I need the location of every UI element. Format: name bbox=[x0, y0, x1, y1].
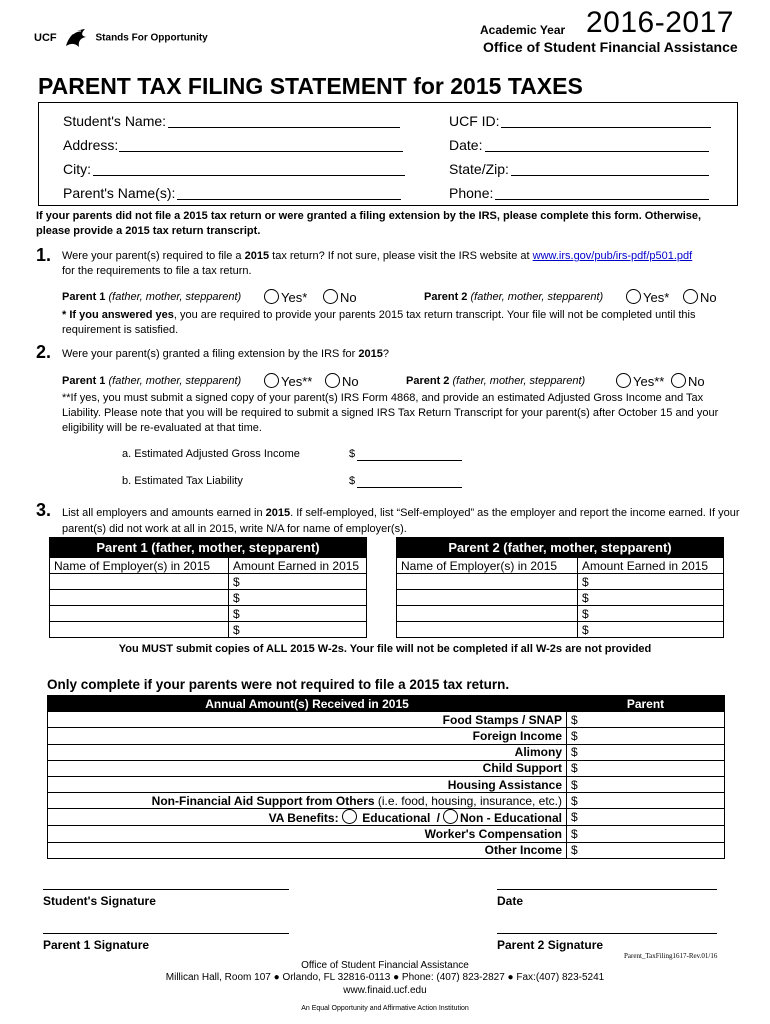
table-row bbox=[50, 590, 367, 606]
parent1-employers-table bbox=[49, 537, 367, 638]
q1-parent2 bbox=[424, 291, 603, 303]
p2-employer-cell[interactable] bbox=[397, 574, 578, 590]
footer-website[interactable]: www.finaid.ucf.edu bbox=[343, 985, 427, 996]
food-stamps-label: Food Stamps / SNAP bbox=[48, 712, 567, 728]
table-row bbox=[397, 622, 724, 638]
office-name: Office of Student Financial Assistance bbox=[483, 39, 738, 55]
p2-amount-cell[interactable]: $ bbox=[578, 574, 724, 590]
alimony-amount[interactable]: $ bbox=[567, 744, 725, 760]
parent2-signature-line[interactable] bbox=[497, 933, 717, 934]
q1-p2-no-radio[interactable] bbox=[683, 289, 698, 304]
housing-assistance-label: Housing Assistance bbox=[48, 776, 567, 792]
q2-text-b: ? bbox=[382, 348, 389, 360]
q2-p2-no[interactable] bbox=[671, 373, 705, 389]
p2-amount-cell[interactable]: $ bbox=[578, 590, 724, 606]
q2-year: 2015 bbox=[358, 348, 383, 360]
table-row bbox=[397, 590, 724, 606]
table-row bbox=[48, 776, 725, 792]
q3-number: 3. bbox=[36, 500, 52, 520]
va-title: VA Benefits: bbox=[268, 811, 339, 826]
q2-p2-no-label: No bbox=[688, 374, 705, 389]
child-support-amount[interactable]: $ bbox=[567, 760, 725, 776]
non-financial-suffix: (i.e. food, housing, insurance, etc.) bbox=[374, 793, 562, 808]
q2-text-a: Were your parent(s) granted a filing extension by the IRS for bbox=[62, 348, 359, 360]
q3-year: 2015 bbox=[265, 507, 291, 519]
q2-parent2-label: Parent 2 bbox=[406, 375, 450, 387]
q2-parent1 bbox=[62, 375, 241, 387]
bullet-icon: ● bbox=[273, 972, 280, 983]
table-row bbox=[50, 606, 367, 622]
q2-p1-no-radio[interactable] bbox=[325, 373, 340, 388]
q2-p1-yes[interactable] bbox=[264, 373, 312, 389]
footer-address-a: Millican Hall, Room 107 bbox=[165, 972, 271, 983]
irs-link[interactable]: www.irs.gov/pub/irs-pdf/p501.pdf bbox=[532, 250, 693, 262]
table-row bbox=[48, 728, 725, 744]
footer-address-b: Orlando, FL 32816-0113 bbox=[282, 972, 391, 983]
student-signature-label: Student's Signature bbox=[43, 894, 156, 908]
q1-p1-yes-label: Yes* bbox=[281, 290, 308, 305]
q1-p2-no-label: No bbox=[700, 290, 717, 305]
p1-amount-cell[interactable]: $ bbox=[229, 574, 367, 590]
student-info-box bbox=[38, 102, 738, 206]
p2-amount-cell[interactable]: $ bbox=[578, 622, 724, 638]
housing-assistance-amount[interactable]: $ bbox=[567, 776, 725, 792]
address-label: Address: bbox=[63, 137, 119, 153]
table-row bbox=[48, 712, 725, 728]
w2-note: You MUST submit copies of ALL 2015 W-2s. Your file will not be completed if all W-2s are not provided bbox=[118, 643, 652, 655]
p2-col-amount: Amount Earned in 2015 bbox=[578, 558, 724, 574]
pegasus-icon bbox=[63, 26, 89, 50]
logo-ucf-text: UCF bbox=[34, 32, 57, 44]
q1-parent1 bbox=[62, 291, 241, 303]
p1-amount-cell[interactable]: $ bbox=[229, 606, 367, 622]
income-table bbox=[47, 695, 725, 859]
table-row bbox=[48, 809, 725, 826]
q2-parent1-label: Parent 1 bbox=[62, 375, 106, 387]
alimony-label: Alimony bbox=[48, 744, 567, 760]
footer-eeo: An Equal Opportunity and Affirmative Action Institution bbox=[301, 1005, 469, 1012]
p1-col-employer: Name of Employer(s) in 2015 bbox=[50, 558, 229, 574]
q1-question bbox=[62, 249, 742, 279]
q1-note-bold: * If you answered yes bbox=[62, 309, 174, 321]
intro-text: If your parents did not file a 2015 tax return or were granted a filing extension by the IRS, please complete this form. Otherwise, please provide a 2015 tax return transcript. bbox=[36, 210, 702, 237]
va-non-educational-radio[interactable] bbox=[443, 809, 458, 824]
ucf-id-field[interactable] bbox=[501, 127, 711, 128]
p1-employer-cell[interactable] bbox=[50, 590, 229, 606]
q2-parent2-relation: (father, mother, stepparent) bbox=[452, 375, 586, 387]
q1-parent2-relation: (father, mother, stepparent) bbox=[470, 291, 604, 303]
agi-field[interactable] bbox=[357, 460, 462, 461]
parent1-signature-label: Parent 1 Signature bbox=[43, 938, 150, 952]
non-financial-amount[interactable]: $ bbox=[567, 793, 725, 809]
parent1-table-header: Parent 1 (father, mother, stepparent) bbox=[50, 538, 367, 558]
q1-note bbox=[62, 308, 742, 338]
table-row bbox=[397, 574, 724, 590]
city-field[interactable] bbox=[93, 175, 405, 176]
q2-note: **If yes, you must submit a signed copy of your parent(s) IRS Form 4868, and provide an estimated Adjusted Gross Income and Tax Liability. Please note that you will be required to submit a signed IRS Tax Return Transcript for your parent(s) after October 15 and your eligibility will be re-evaluated at that time. bbox=[62, 392, 719, 434]
va-slash: / bbox=[436, 811, 440, 826]
table-row bbox=[48, 842, 725, 858]
parent1-signature-line[interactable] bbox=[43, 933, 289, 934]
p1-employer-cell[interactable] bbox=[50, 622, 229, 638]
table-row bbox=[50, 622, 367, 638]
va-benefits-amount[interactable]: $ bbox=[567, 809, 725, 826]
q1-text-a: Were your parent(s) required to file a bbox=[62, 250, 245, 262]
form-code: Parent_TaxFiling1617-Rev.01/16 bbox=[624, 952, 718, 960]
date-signature-line[interactable] bbox=[497, 889, 717, 890]
ucf-logo bbox=[34, 26, 208, 48]
workers-comp-amount[interactable]: $ bbox=[567, 826, 725, 842]
q2-parent2 bbox=[406, 375, 585, 387]
tax-dollar: $ bbox=[349, 475, 356, 487]
q1-parent2-label: Parent 2 bbox=[424, 291, 468, 303]
logo-tagline: Stands For Opportunity bbox=[95, 32, 208, 44]
va-benefits-label bbox=[48, 809, 567, 826]
q1-year: 2015 bbox=[244, 250, 270, 262]
footer-address-line bbox=[0, 972, 770, 983]
tax-label: b. Estimated Tax Liability bbox=[122, 475, 243, 487]
table-row bbox=[48, 744, 725, 760]
p2-employer-cell[interactable] bbox=[397, 606, 578, 622]
ucf-id-label: UCF ID: bbox=[449, 113, 500, 129]
va-educational-radio[interactable] bbox=[342, 809, 357, 824]
q2-p1-yes-label: Yes** bbox=[281, 374, 313, 389]
q3-question bbox=[62, 505, 742, 537]
q1-number: 1. bbox=[36, 245, 52, 265]
city-label: City: bbox=[63, 161, 91, 177]
p2-employer-cell[interactable] bbox=[397, 622, 578, 638]
academic-year-label: Academic Year bbox=[480, 23, 566, 37]
q2-number: 2. bbox=[36, 342, 52, 362]
student-signature-line[interactable] bbox=[43, 889, 289, 890]
q2-p2-yes-label: Yes** bbox=[633, 374, 665, 389]
state-zip-label: State/Zip: bbox=[449, 161, 509, 177]
other-income-amount[interactable]: $ bbox=[567, 842, 725, 858]
agi-label: a. Estimated Adjusted Gross Income bbox=[122, 448, 300, 460]
q2-p2-no-radio[interactable] bbox=[671, 373, 686, 388]
p2-amount-cell[interactable]: $ bbox=[578, 606, 724, 622]
table-row bbox=[48, 826, 725, 842]
state-zip-field[interactable] bbox=[511, 175, 709, 176]
q1-p2-no[interactable] bbox=[683, 289, 717, 305]
parent2-table-header: Parent 2 (father, mother, stepparent) bbox=[397, 538, 724, 558]
p2-employer-cell[interactable] bbox=[397, 590, 578, 606]
q2-question bbox=[62, 348, 389, 360]
q1-p1-no[interactable] bbox=[323, 289, 357, 305]
q1-p2-yes[interactable] bbox=[626, 289, 669, 305]
bullet-icon: ● bbox=[507, 972, 514, 983]
p2-col-employer: Name of Employer(s) in 2015 bbox=[397, 558, 578, 574]
bullet-icon: ● bbox=[393, 972, 400, 983]
p1-col-amount: Amount Earned in 2015 bbox=[229, 558, 367, 574]
va-educational-label: Educational bbox=[362, 811, 431, 826]
academic-year: 2016-2017 bbox=[586, 6, 734, 39]
footer-office: Office of Student Financial Assistance bbox=[301, 960, 469, 971]
address-field[interactable] bbox=[119, 151, 403, 152]
students-name-label: Student's Name: bbox=[63, 113, 167, 129]
q2-p1-no[interactable] bbox=[325, 373, 359, 389]
income-col-annual: Annual Amount(s) Received in 2015 bbox=[48, 696, 567, 712]
q1-p1-no-label: No bbox=[340, 290, 357, 305]
foreign-income-label: Foreign Income bbox=[48, 728, 567, 744]
q3-text-a: List all employers and amounts earned in bbox=[62, 507, 266, 519]
q1-p2-yes-label: Yes* bbox=[643, 290, 670, 305]
footer-phone: Phone: (407) 823-2827 bbox=[401, 972, 505, 983]
q1-parent1-relation: (father, mother, stepparent) bbox=[108, 291, 242, 303]
q2-p2-yes[interactable] bbox=[616, 373, 664, 389]
page-title: PARENT TAX FILING STATEMENT for 2015 TAXES bbox=[38, 73, 583, 99]
q1-p1-yes[interactable] bbox=[264, 289, 307, 305]
q2-parent1-relation: (father, mother, stepparent) bbox=[108, 375, 242, 387]
q1-text-c: for the requirements to file a tax return. bbox=[62, 265, 252, 277]
parents-names-label: Parent's Name(s): bbox=[63, 185, 176, 201]
footer-fax: Fax:(407) 823-5241 bbox=[516, 972, 605, 983]
non-financial-title: Non-Financial Aid Support from Others bbox=[151, 793, 375, 808]
table-row bbox=[50, 574, 367, 590]
agi-dollar: $ bbox=[349, 448, 356, 460]
parent2-signature-label: Parent 2 Signature bbox=[497, 938, 604, 952]
child-support-label: Child Support bbox=[48, 760, 567, 776]
tax-field[interactable] bbox=[357, 487, 462, 488]
parents-names-field[interactable] bbox=[177, 199, 401, 200]
other-income-label: Other Income bbox=[48, 842, 567, 858]
food-stamps-amount[interactable]: $ bbox=[567, 712, 725, 728]
income-heading: Only complete if your parents were not required to file a 2015 tax return. bbox=[47, 677, 510, 692]
workers-comp-label: Worker's Compensation bbox=[48, 826, 567, 842]
date-field[interactable] bbox=[485, 151, 709, 152]
table-row bbox=[397, 606, 724, 622]
date-signature-label: Date bbox=[497, 894, 524, 908]
table-row bbox=[48, 760, 725, 776]
table-row bbox=[48, 793, 725, 809]
p1-amount-cell[interactable]: $ bbox=[229, 622, 367, 638]
income-col-parent: Parent bbox=[567, 696, 725, 712]
q1-p1-yes-radio[interactable] bbox=[264, 289, 279, 304]
q1-p1-no-radio[interactable] bbox=[323, 289, 338, 304]
date-label: Date: bbox=[449, 137, 483, 153]
q2-p2-yes-radio[interactable] bbox=[616, 373, 631, 388]
students-name-field[interactable] bbox=[168, 127, 400, 128]
parent2-employers-table bbox=[396, 537, 724, 638]
q1-note-text: , you are required to provide your parents 2015 tax return transcript. Your file will not be completed until this requirement is satisfied. bbox=[62, 309, 696, 336]
foreign-income-amount[interactable]: $ bbox=[567, 728, 725, 744]
q1-text-b: tax return? If not sure, please visit the IRS website at bbox=[269, 250, 533, 262]
p1-employer-cell[interactable] bbox=[50, 606, 229, 622]
q2-p1-no-label: No bbox=[342, 374, 359, 389]
phone-label: Phone: bbox=[449, 185, 494, 201]
non-financial-support-label bbox=[48, 793, 567, 809]
q3-text-b: . If self-employed, list “Self-employed” as the employer and report the income earned. If your parent(s) did not work at all in 2015, write N/A for name of employer(s). bbox=[62, 507, 740, 535]
q1-parent1-label: Parent 1 bbox=[62, 291, 106, 303]
q2-p1-yes-radio[interactable] bbox=[264, 373, 279, 388]
va-non-educational-label: Non - Educational bbox=[460, 811, 562, 826]
phone-field[interactable] bbox=[495, 199, 709, 200]
p1-amount-cell[interactable]: $ bbox=[229, 590, 367, 606]
q1-p2-yes-radio[interactable] bbox=[626, 289, 641, 304]
p1-employer-cell[interactable] bbox=[50, 574, 229, 590]
